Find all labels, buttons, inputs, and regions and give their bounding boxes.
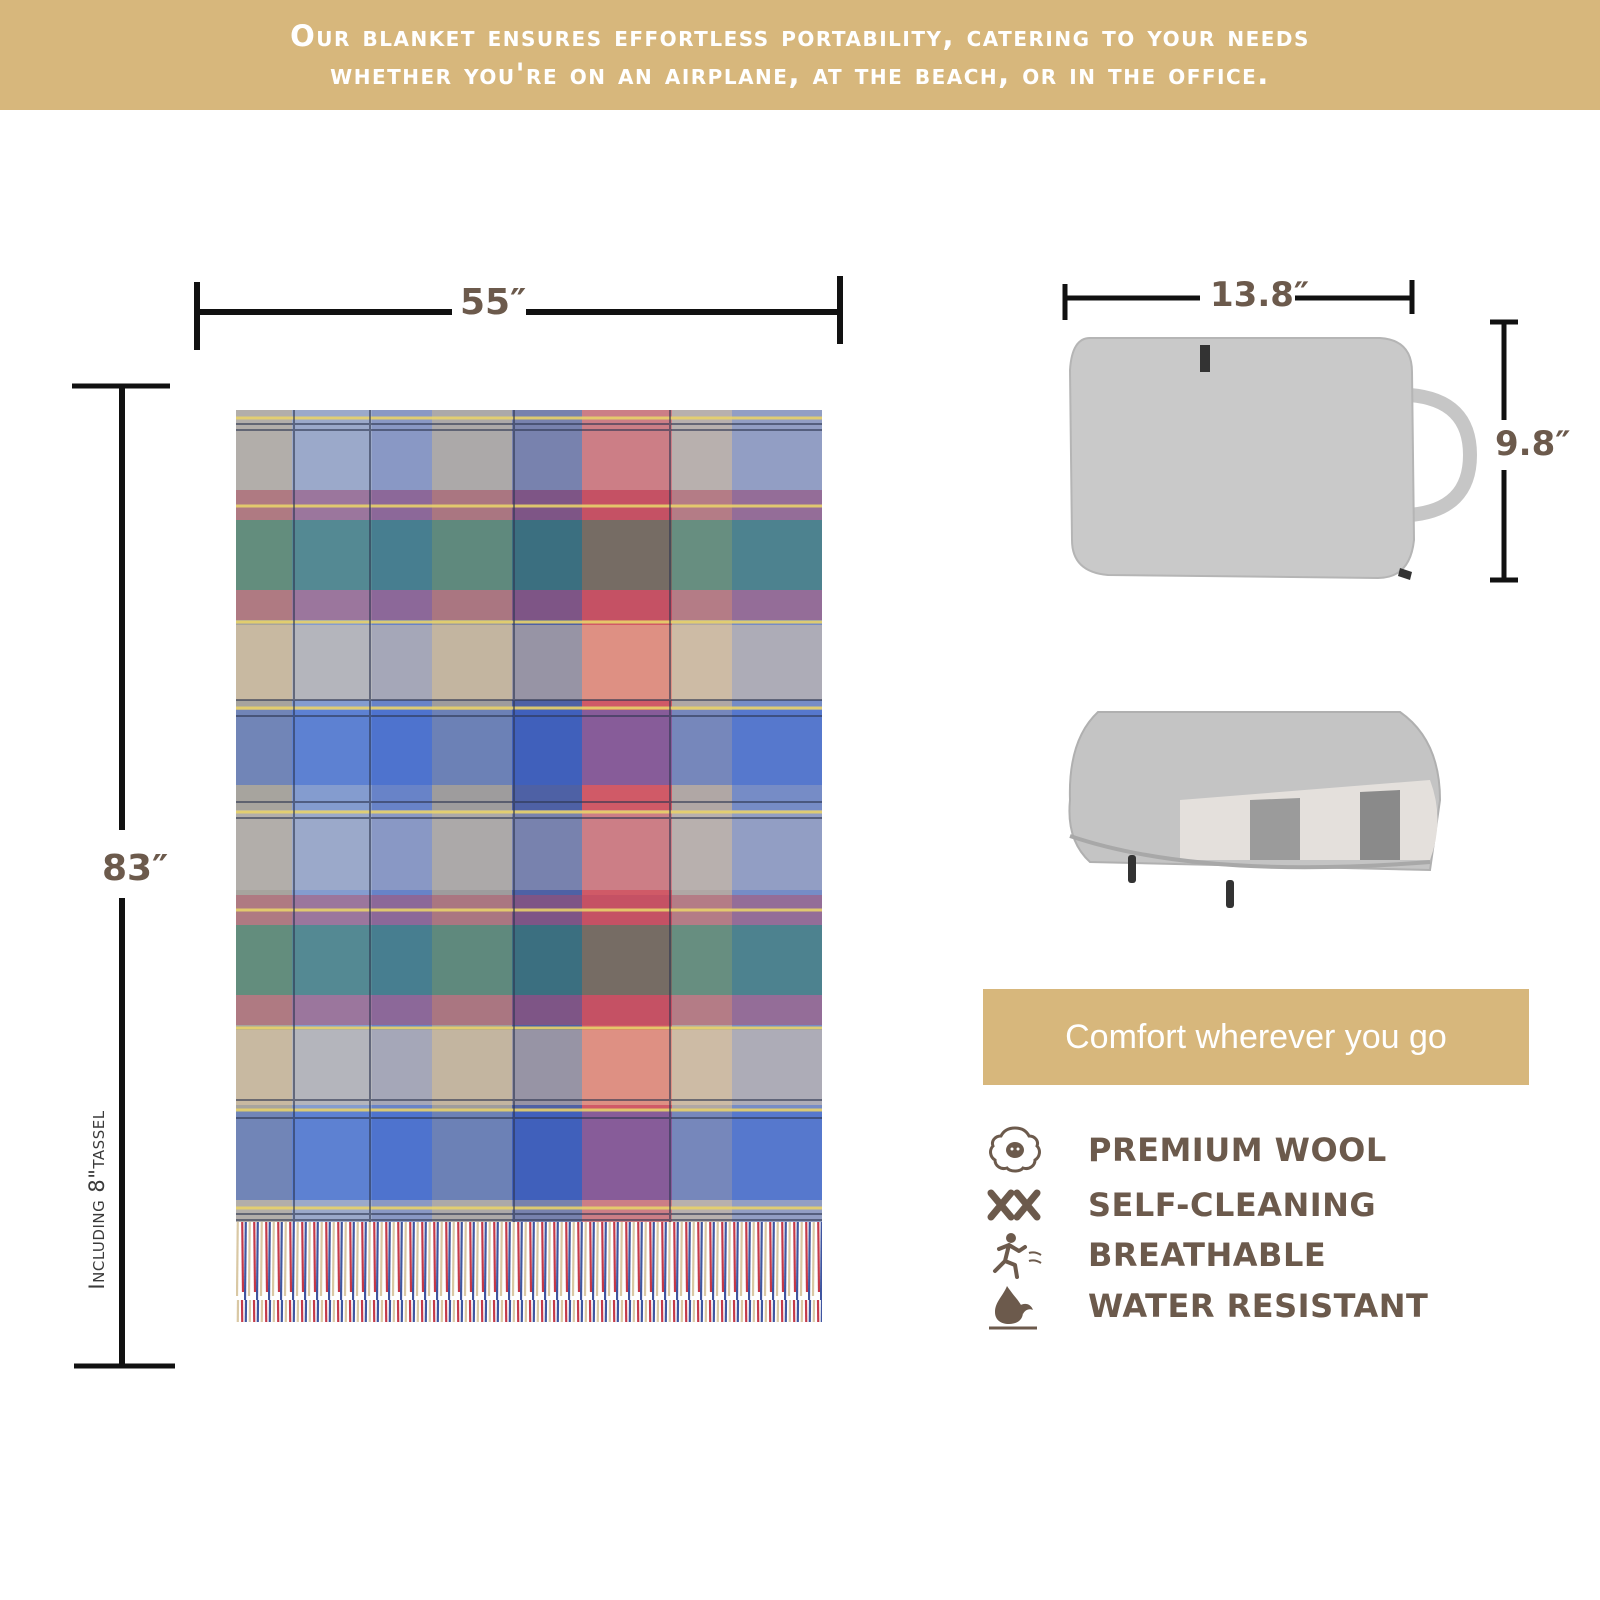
tagline-box <box>983 989 1529 1085</box>
plaid-blanket <box>236 410 822 1322</box>
feature-label: WATER RESISTANT <box>1088 1287 1429 1325</box>
feature-label: BREATHABLE <box>1088 1236 1327 1274</box>
feature-premium-wool <box>985 1128 1387 1172</box>
feature-label: SELF-CLEANING <box>1088 1186 1377 1224</box>
self-cleaning-icon <box>985 1183 1045 1227</box>
sheep-icon <box>985 1128 1045 1172</box>
pouch-height-label: 9.8″ <box>1495 424 1571 464</box>
feature-water-resistant <box>985 1284 1429 1328</box>
pouch-width-label: 13.8″ <box>1210 275 1310 315</box>
running-person-icon <box>985 1233 1045 1277</box>
blanket-length-label: 83″ <box>102 848 169 889</box>
open-pouch-with-blanket <box>1069 712 1440 908</box>
water-drop-icon <box>985 1284 1045 1328</box>
banner-line-2: whether you're on an airplane, at the beach, or in the office. <box>330 57 1270 91</box>
packed-pouch <box>1070 338 1470 580</box>
feature-breathable <box>985 1233 1327 1277</box>
banner-line-1: Our blanket ensures effortless portability, catering to your needs <box>290 19 1310 53</box>
feature-label: PREMIUM WOOL <box>1088 1131 1387 1169</box>
blanket-width-label: 55″ <box>460 282 527 323</box>
tagline-text: Comfort wherever you go <box>1065 1017 1447 1056</box>
tassel-note: Including 8"tassel <box>85 1110 109 1290</box>
feature-self-cleaning <box>985 1183 1377 1227</box>
